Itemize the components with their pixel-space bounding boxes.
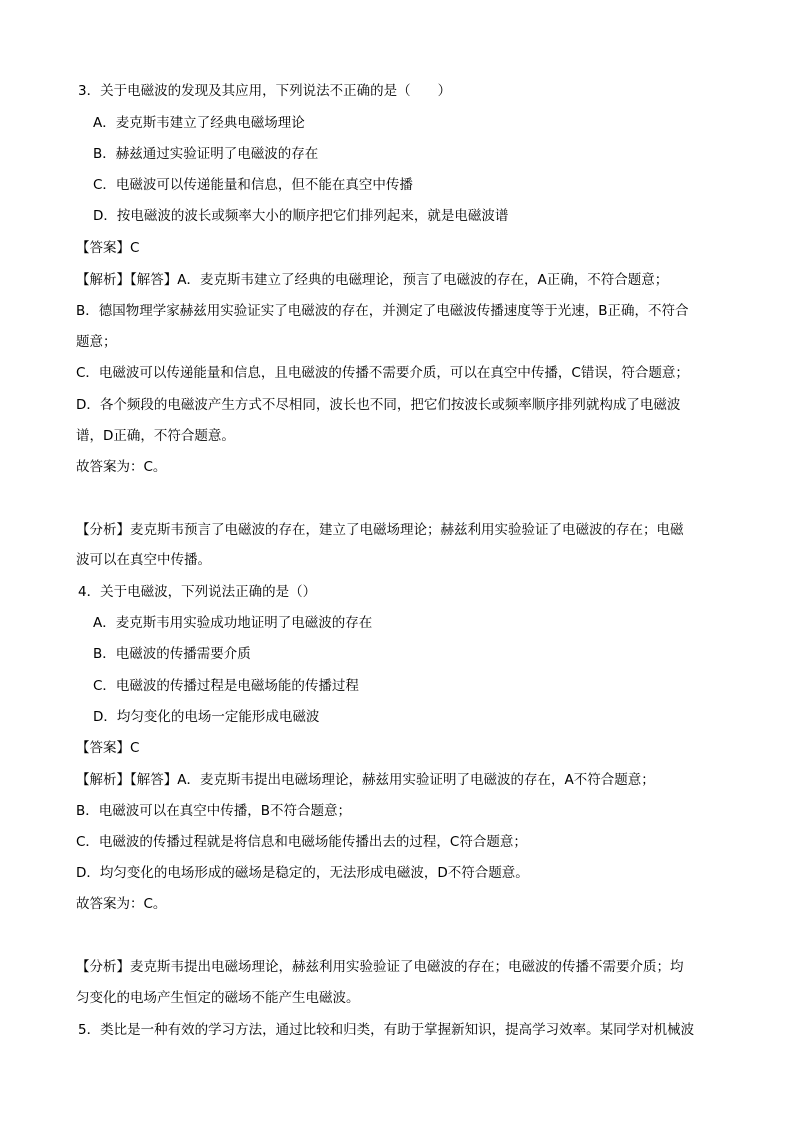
question-3-stem: 3．关于电磁波的发现及其应用，下列说法不正确的是（ ） [78,83,452,99]
question-4-option-a: A．麦克斯韦用实验成功地证明了电磁波的存在 [93,615,373,631]
question-4-summary-line: 【分析】麦克斯韦提出电磁场理论，赫兹利用实验验证了电磁波的存在；电磁波的传播不需要介质；均 [76,959,684,975]
question-3-summary-line: 波可以在真空中传播。 [76,552,211,568]
question-4-option-c: C．电磁波的传播过程是电磁场能的传播过程 [93,678,359,694]
question-4-analysis-line: B．电磁波可以在真空中传播，B不符合题意； [76,803,352,819]
question-4-final-answer: 故答案为：C。 [76,896,167,912]
question-3-option-b: B．赫兹通过实验证明了电磁波的存在 [93,146,319,162]
question-4-summary-line: 匀变化的电场产生恒定的磁场不能产生电磁波。 [76,990,360,1006]
question-3-analysis-line: 谱，D正确，不符合题意。 [76,428,235,444]
question-3-analysis-line: C．电磁波可以传递能量和信息，且电磁波的传播不需要介质，可以在真空中传播，C错误，符合题意； [76,365,689,381]
question-3-summary-line: 【分析】麦克斯韦预言了电磁波的存在，建立了电磁场理论；赫兹利用实验验证了电磁波的存在；电磁 [76,522,684,538]
question-3-analysis-line: 【解析】【解答】A．麦克斯韦建立了经典的电磁理论，预言了电磁波的存在，A正确，不符合题意； [76,272,669,288]
question-4-option-d: D．均匀变化的电场一定能形成电磁波 [93,709,320,725]
question-4-analysis-line: D．均匀变化的电场形成的磁场是稳定的，无法形成电磁波，D不符合题意。 [76,865,529,881]
question-4-stem: 4．关于电磁波，下列说法正确的是（） [78,584,317,600]
question-3-option-c: C．电磁波可以传递能量和信息，但不能在真空中传播 [93,177,413,193]
question-3-final-answer: 故答案为：C。 [76,459,167,475]
question-4-answer: 【答案】C [76,740,140,756]
question-3-analysis-line: D．各个频段的电磁波产生方式不尽相同，波长也不同，把它们按波长或频率顺序排列就构成了电磁波 [76,397,681,413]
question-3-option-a: A．麦克斯韦建立了经典电磁场理论 [93,115,305,131]
question-3-option-d: D．按电磁波的波长或频率大小的顺序把它们排列起来，就是电磁波谱 [93,208,509,224]
question-3-analysis-line: B．德国物理学家赫兹用实验证实了电磁波的存在，并测定了电磁波传播速度等于光速，B正确，不符合 [76,303,689,319]
question-3-analysis-line: 题意； [76,334,117,350]
question-3-answer: 【答案】C [76,240,140,256]
question-4-analysis-line: 【解析】【解答】A．麦克斯韦提出电磁场理论，赫兹用实验证明了电磁波的存在，A不符合题意； [76,772,655,788]
question-4-analysis-line: C．电磁波的传播过程就是将信息和电磁场能传播出去的过程，C符合题意； [76,834,527,850]
question-5-stem: 5．类比是一种有效的学习方法，通过比较和归类，有助于掌握新知识，提高学习效率。某同学对机械波 [78,1022,695,1038]
question-4-option-b: B．电磁波的传播需要介质 [93,646,251,662]
